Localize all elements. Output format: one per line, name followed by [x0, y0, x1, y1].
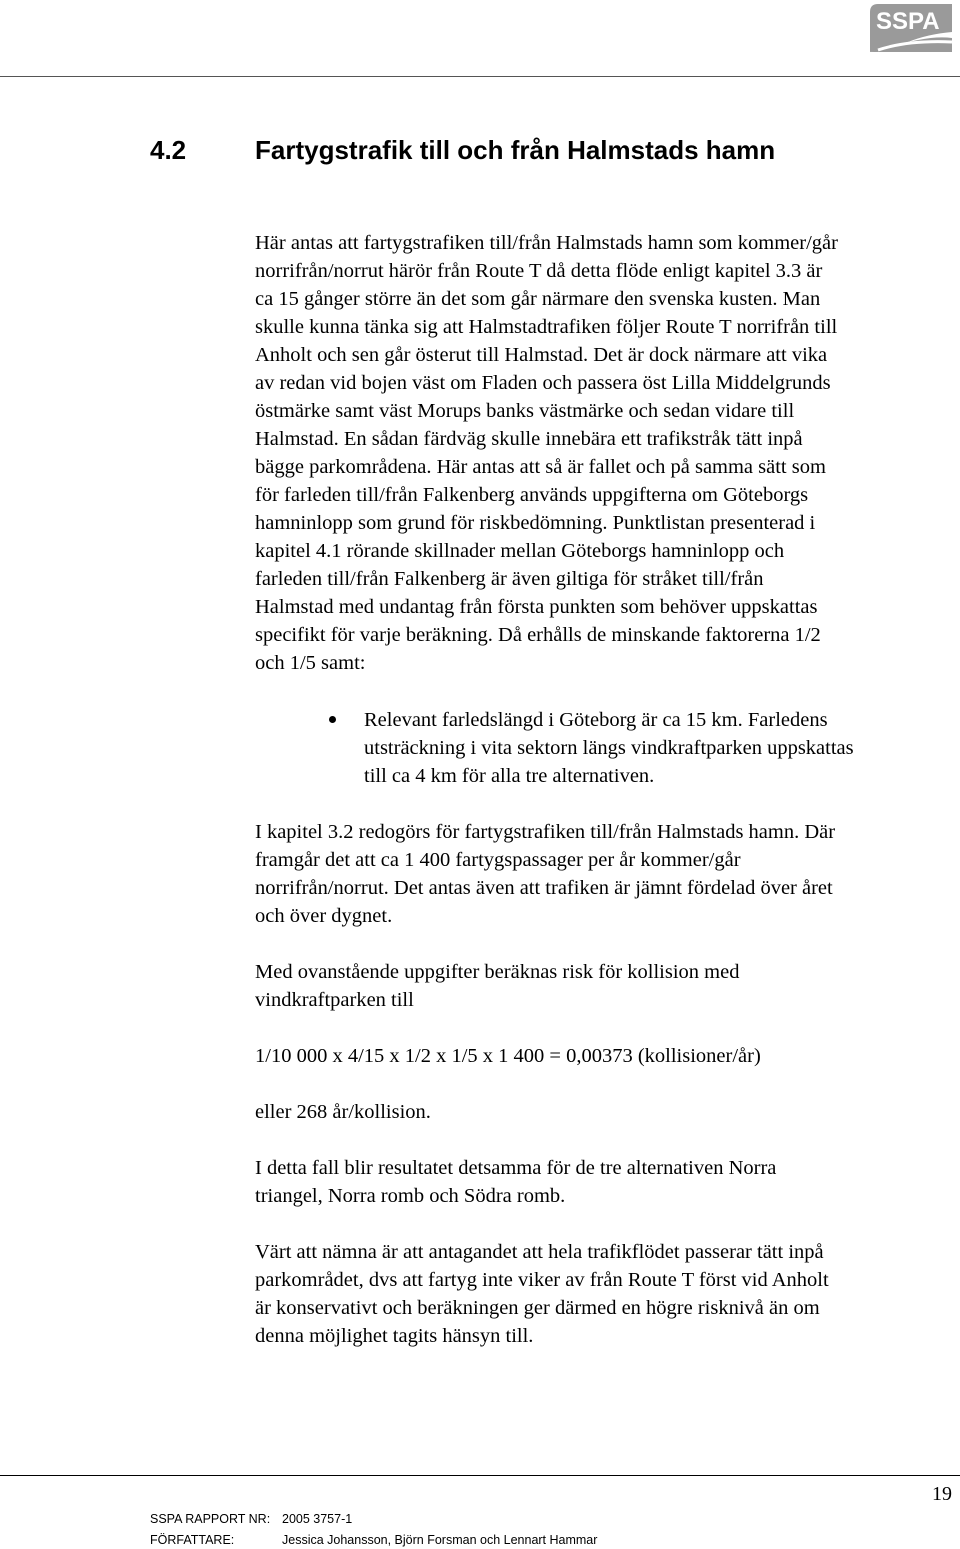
paragraph-calculation-intro	[255, 958, 955, 1014]
text-line: och 1/5 samt:	[255, 652, 366, 674]
text-line: ca 15 gånger större än det som går närmare den svenska kusten. Man	[255, 288, 821, 310]
text-line: skulle kunna tänka sig att Halmstadtrafiken följer Route T norrifrån till	[255, 316, 838, 338]
paragraph-conclusion	[255, 1238, 955, 1350]
paragraph-result	[255, 1098, 955, 1126]
sspa-logo	[868, 2, 954, 52]
text-line: I kapitel 3.2 redogörs för fartygstrafiken till/från Halmstads hamn. Där	[255, 821, 836, 843]
text-line: Här antas att fartygstrafiken till/från Halmstads hamn som kommer/går	[255, 232, 838, 254]
text-line: kapitel 4.1 rörande skillnader mellan Göteborgs hamninlopp och	[255, 540, 785, 562]
text-line: är konservativt och beräkningen ger därmed en högre risknivå än om	[255, 1297, 820, 1319]
bullet-text	[364, 706, 960, 790]
report-label: SSPA RAPPORT NR:	[150, 1512, 271, 1526]
author-label: FÖRFATTARE:	[150, 1533, 235, 1547]
text-line: I detta fall blir resultatet detsamma för de tre alternativen Norra	[255, 1157, 777, 1179]
section-title: Fartygstrafik till och från Halmstads hamn	[255, 135, 776, 165]
bullet-icon	[329, 716, 336, 723]
text-line: framgår det att ca 1 400 fartygspassager per år kommer/går	[255, 849, 741, 871]
text-line: bägge parkområdena. Här antas att så är fallet och på samma sätt som	[255, 456, 826, 478]
footer-rule	[0, 1475, 960, 1476]
header-rule	[0, 76, 960, 77]
text-line: parkområdet, dvs att fartyg inte viker av från Route T först vid Anholt	[255, 1269, 829, 1291]
formula-text: 1/10 000 x 4/15 x 1/2 x 1/5 x 1 400 = 0,00373 (kollisioner/år)	[255, 1045, 761, 1067]
text-line: triangel, Norra romb och Södra romb.	[255, 1185, 566, 1207]
text-line: till ca 4 km för alla tre alternativen.	[364, 765, 655, 787]
text-line: av redan vid bojen väst om Fladen och passera öst Lilla Middelgrunds	[255, 372, 831, 394]
text-line: Anholt och sen går österut till Halmstad. Det är dock närmare att vika	[255, 344, 828, 366]
text-line: hamninlopp som grund för riskbedömning. Punktlistan presenterad i	[255, 512, 816, 534]
text-line: Relevant farledslängd i Göteborg är ca 15 km. Farledens	[364, 709, 828, 731]
footer-report-number	[150, 1511, 352, 1527]
text-line: Med ovanstående uppgifter beräknas risk för kollision med	[255, 961, 740, 983]
text-line: eller 268 år/kollision.	[255, 1101, 431, 1123]
paragraph-alternatives	[255, 1154, 955, 1210]
text-line: Halmstad med undantag från första punkten som behöver uppskattas	[255, 596, 818, 618]
text-line: vindkraftparken till	[255, 989, 414, 1011]
text-line: farleden till/från Falkenberg är även giltiga för stråket till/från	[255, 568, 764, 590]
section-number: 4.2	[150, 135, 187, 165]
text-line: norrifrån/norrut härör från Route T då detta flöde enligt kapitel 3.3 är	[255, 260, 823, 282]
text-line: Värt att nämna är att antagandet att hela trafikflödet passerar tätt inpå	[255, 1241, 824, 1263]
footer-authors	[150, 1532, 597, 1548]
author-value: Jessica Johansson, Björn Forsman och Lennart Hammar	[282, 1533, 598, 1547]
paragraph-intro	[255, 229, 955, 677]
section-heading	[150, 134, 930, 166]
text-line: norrifrån/norrut. Det antas även att trafiken är jämnt fördelad över året	[255, 877, 833, 899]
paragraph-traffic	[255, 818, 955, 930]
text-line: östmärke samt väst Morups banks västmärke och sedan vidare till	[255, 400, 795, 422]
report-value: 2005 3757-1	[282, 1512, 353, 1526]
page-number: 19	[932, 1483, 952, 1505]
logo-text: SSPA	[876, 8, 940, 35]
text-line: utsträckning i vita sektorn längs vindkraftparken uppskattas	[364, 737, 854, 759]
sspa-logo-graphic	[868, 2, 954, 52]
text-line: specifikt för varje beräkning. Då erhålls de minskande faktorerna 1/2	[255, 624, 821, 646]
text-line: denna möjlighet tagits hänsyn till.	[255, 1325, 534, 1347]
text-line: för farleden till/från Falkenberg används uppgifterna om Göteborgs	[255, 484, 809, 506]
formula	[255, 1042, 955, 1070]
text-line: Halmstad. En sådan färdväg skulle innebära ett trafikstråk tätt inpå	[255, 428, 803, 450]
text-line: och över dygnet.	[255, 905, 393, 927]
